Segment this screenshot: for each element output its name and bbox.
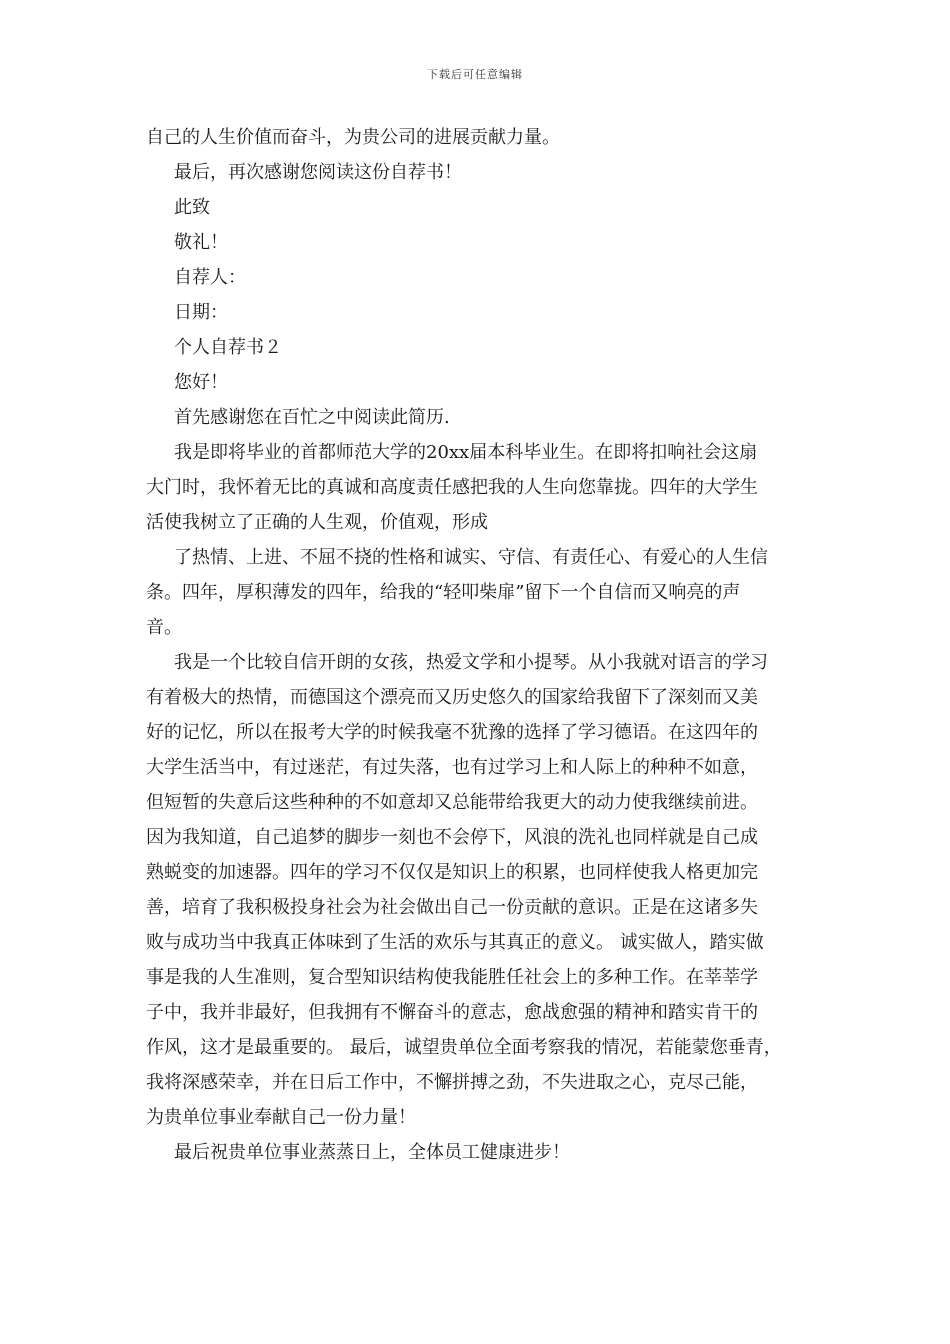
text-line: 此致: [174, 197, 210, 218]
text-line: 有着极大的热情，而德国这个漂亮而又历史悠久的国家给我留下了深刻而又美: [146, 687, 758, 708]
text-line: 为贵单位事业奉献自己一份力量！: [146, 1107, 416, 1128]
text-line: 活使我树立了正确的人生观，价值观，形成: [146, 512, 488, 533]
text-line: 最后，再次感谢您阅读这份自荐书！: [174, 162, 462, 183]
text-line: 首先感谢您在百忙之中阅读此简历.: [174, 407, 450, 428]
header-note: 下载后可任意编辑: [427, 68, 523, 81]
text-line: 但短暂的失意后这些种种的不如意却又总能带给我更大的动力使我继续前进。: [146, 792, 758, 813]
text-line: 音。: [146, 617, 182, 638]
text-line: 熟蜕变的加速器。四年的学习不仅仅是知识上的积累，也同样使我人格更加完: [146, 862, 758, 883]
text-line: 善，培育了我积极投身社会为社会做出自己一份贡献的意识。正是在这诸多失: [146, 897, 758, 918]
text-line: 条。四年，厚积薄发的四年，给我的“轻叩柴扉”留下一个自信而又响亮的声: [146, 582, 741, 603]
text-line: 个人自荐书２: [174, 337, 282, 358]
document-body: [146, 120, 814, 1170]
text-line: 日期：: [174, 302, 228, 323]
text-line: 子中，我并非最好，但我拥有不懈奋斗的意志，愈战愈强的精神和踏实肯干的: [146, 1002, 758, 1023]
text-line: 自己的人生价值而奋斗，为贵公司的进展贡献力量。: [146, 127, 560, 148]
text-line: 好的记忆，所以在报考大学的时候我毫不犹豫的选择了学习德语。在这四年的: [146, 722, 758, 743]
text-line: 我将深感荣幸，并在日后工作中，不懈拼搏之劲，不失进取之心，克尽己能，: [146, 1072, 758, 1093]
text-line: 我是即将毕业的首都师范大学的20xx届本科毕业生。在即将扣响社会这扇: [174, 442, 758, 463]
text-line: 了热情、上进、不屈不挠的性格和诚实、守信、有责任心、有爱心的人生信: [174, 547, 768, 568]
text-line: 败与成功当中我真正体味到了生活的欢乐与其真正的意义。 诚实做人，踏实做: [146, 932, 764, 953]
text-line: 作风，这才是最重要的。 最后，诚望贵单位全面考察我的情况，若能蒙您垂青，: [146, 1037, 782, 1058]
text-line: 我是一个比较自信开朗的女孩，热爱文学和小提琴。从小我就对语言的学习: [174, 652, 768, 673]
text-line: 事是我的人生准则，复合型知识结构使我能胜任社会上的多种工作。在莘莘学: [146, 967, 758, 988]
text-line: 因为我知道，自己追梦的脚步一刻也不会停下，风浪的洗礼也同样就是自己成: [146, 827, 758, 848]
text-line: 自荐人：: [174, 267, 246, 288]
text-line: 您好！: [174, 372, 228, 393]
text-line: 大门时，我怀着无比的真诚和高度责任感把我的人生向您靠拢。四年的大学生: [146, 477, 758, 498]
text-line: 最后祝贵单位事业蒸蒸日上，全体员工健康进步！: [174, 1142, 570, 1163]
text-line: 大学生活当中，有过迷茫，有过失落，也有过学习上和人际上的种种不如意，: [146, 757, 758, 778]
text-line: 敬礼！: [174, 232, 228, 253]
